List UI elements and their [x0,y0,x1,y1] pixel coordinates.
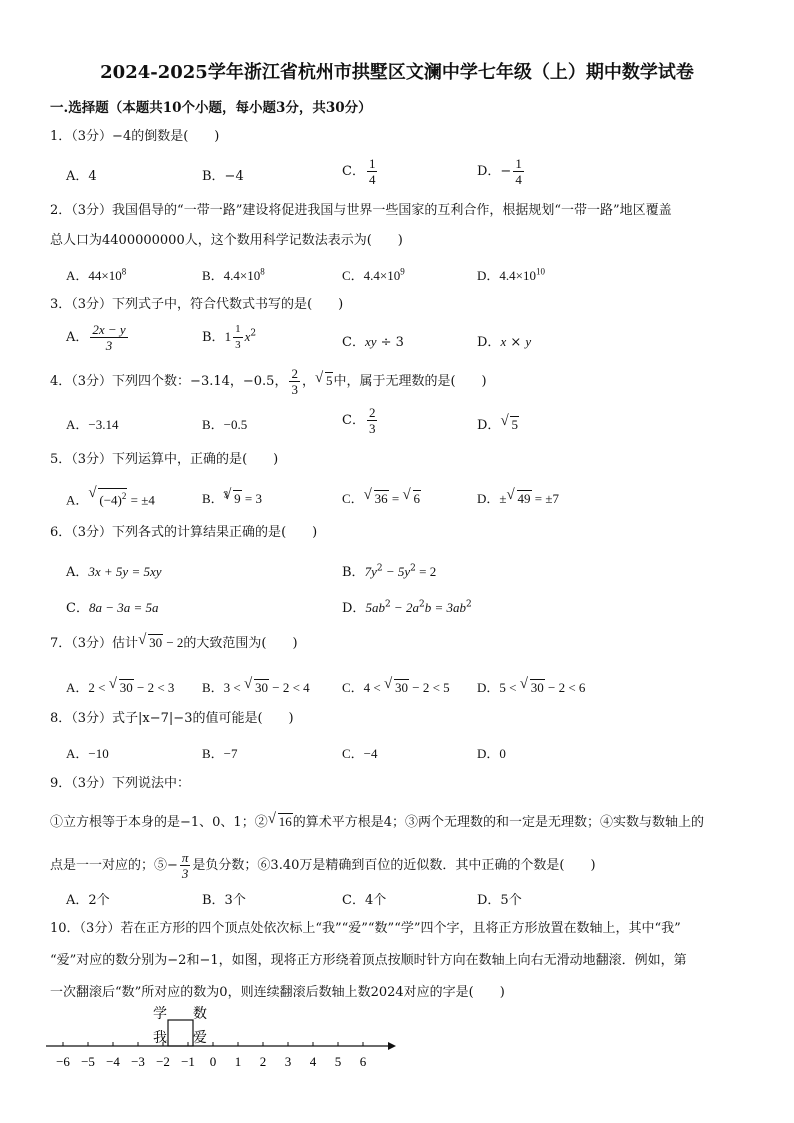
question-1 [50,128,750,146]
answer-paren: ( ) [183,129,220,144]
question-number: 7．（3分） [50,636,113,651]
question-stem: −4的倒数是 [112,129,184,144]
question-stem-b: 中，属于无理数的是 [333,374,451,389]
question-number: 2．（3分） [50,203,113,218]
question-stem: 下列各式的计算结果正确的是 [112,525,282,540]
tick-label: −6 [56,1054,70,1069]
q8-option-d: D．0 [477,746,506,761]
answer-paren: ( ) [366,233,403,248]
question-number: 6．（3分） [50,525,113,540]
q2-option-d: D．$4.4\times 10^{10}$ [477,266,545,283]
q5-option-b: B．$^3$√ 9 = 3 [202,488,262,507]
q1-option-a: A．4 [66,169,97,184]
question-9 [50,775,750,793]
q5-option-a: A．√ $(-4)^2 = \pm 4$ [66,488,155,508]
number-line-figure [40,998,400,1078]
question-9-line1: ①立方根等于本身的是−1、0、1；②√ 16的算术平方根是4；③两个无理数的和一定是无理数；④实数与数轴上的 [50,813,750,832]
tick-label: −4 [106,1054,120,1069]
tick-label: −1 [181,1054,195,1069]
q2-option-b: B．$4.4\times 10^8$ [202,266,265,283]
question-stem-b: 的大致范围为 [183,636,262,651]
page-title: 2024-2025学年浙江省杭州市拱墅区文澜中学七年级（上）期中数学试卷 [100,62,694,83]
question-5 [50,451,750,469]
tick-label: 0 [209,1054,217,1069]
tick-label: 6 [359,1054,367,1069]
tick-label: −2 [156,1054,170,1069]
q1-option-d: D．− $\frac{1}{4}$ [477,156,522,187]
q3-option-c: C．xy ÷ 3 [342,334,404,350]
question-number: 4．（3分） [50,374,113,389]
question-number: 3．（3分） [50,297,113,312]
question-stem-a: 估计 [112,636,139,651]
q4-option-c: C． $\frac{2}{3}$ [342,405,376,436]
question-2 [50,202,750,220]
q2-option-c: C．$4.4\times 10^9$ [342,266,405,283]
question-number: 8．（3分） [50,711,113,726]
question-number: 10．（3分） [50,921,121,936]
answer-paren: ( ) [559,858,596,873]
question-number: 1．（3分） [50,129,113,144]
label-shu: 数 [193,1006,207,1022]
question-10: 10．（3分）若在正方形的四个顶点处依次标上“我”“爱”“数”“学”四个字，且将正方形放置在数轴上，其中“我” [50,921,681,936]
q8-option-c: C．−4 [342,746,378,761]
square-shape [168,1020,193,1046]
q9-option-a: A．2个 [66,893,110,908]
label-ai: 爱 [193,1030,207,1046]
question-stem: 下列式子中，符合代数式书写的是 [112,297,308,312]
question-3 [50,296,750,314]
q4-option-d: D．√ 5 [477,414,519,433]
q7-option-c: C．4 < √ 30 − 2 < 5 [342,677,450,696]
q5-option-d: D．±√ 49 = ±7 [477,488,559,507]
q6-option-b: B．$7y^2 - 5y^2 = 2$ [342,563,437,580]
q4-option-b: B．−0.5 [202,417,248,432]
q8-option-b: B．−7 [202,746,238,761]
question-stem-a: 下列四个数：−3.14，−0.5， [112,374,288,389]
q9-option-d: D．5个 [477,893,522,908]
q2-option-a: A．$44\times 10^8$ [66,266,127,283]
label-wo: 我 [153,1030,167,1046]
question-stem-line2: 总人口为4400000000人，这个数用科学记数法表示为 [50,233,367,248]
question-4: 4．（3分）下列四个数：−3.14，−0.5， $\frac{2}{3}$ ，√ 5中，属于无理数的是( ) [50,366,750,397]
answer-paren: ( ) [261,636,298,651]
tick-label: 2 [259,1054,267,1069]
q5-option-c: C．√ 36 = √ 6 [342,488,421,507]
tick-label: −5 [81,1054,95,1069]
q7-option-d: D．5 < √ 30 − 2 < 6 [477,677,585,696]
answer-paren: ( ) [450,374,487,389]
q3-option-b: B．1 $\frac{1}{3}$ $x^2$ [202,323,257,351]
answer-paren: ( ) [257,711,294,726]
q6-option-d: D．$5ab^2 - 2a^2b = 3ab^2$ [342,599,472,616]
tick-label: −3 [131,1054,145,1069]
question-stem: 下列运算中，正确的是 [112,452,243,467]
section-heading: 一.选择题（本题共10个小题，每小题3分，共30分） [50,100,372,116]
tick-label: 1 [234,1054,242,1069]
q6-option-c: C．8a − 3a = 5a [66,600,159,616]
q1-option-c: C． $\frac{1}{4}$ [342,156,376,187]
question-number: 5．（3分） [50,452,113,467]
tick-label: 4 [309,1054,317,1069]
question-8 [50,710,750,728]
answer-paren: ( ) [307,297,344,312]
q7-option-a: A．2 < √ 30 − 2 < 3 [66,677,174,696]
question-10-line3: 一次翻滚后“数”所对应的数为0，则连续翻滚后数轴上数2024对应的字是( ) [50,985,505,1000]
q3-option-a: A． $\frac{2x - y}{3}$ [66,322,126,353]
q4-option-a: A．−3.14 [66,417,119,432]
q7-option-b: B．3 < √ 30 − 2 < 4 [202,677,310,696]
question-stem-line1: 我国倡导的“一带一路”建设将促进我国与世界一些国家的互利合作，根据规划“一带一路”地区覆盖 [112,203,672,218]
q3-option-d: D．x × y [477,334,532,350]
question-10-line2: “爱”对应的数分别为−2和−1，如图，现将正方形绕着顶点按顺时针方向在数轴上向右无滑动地翻滚．例如，第 [50,953,687,968]
question-number: 9．（3分） [50,776,113,791]
label-xue: 学 [153,1006,167,1022]
q8-option-a: A．−10 [66,746,109,761]
answer-paren: ( ) [281,525,318,540]
question-stem: 式子|x−7|−3的值可能是 [112,711,258,726]
question-6 [50,524,750,542]
question-9-line2: 点是一一对应的；⑤− $\frac{\pi}{3}$ 是负分数；⑥3.40万是精确到百位的近似数．其中正确的个数是( ) [50,850,596,881]
question-2-line2 [50,232,750,250]
q6-option-a: A．3x + 5y = 5xy [66,564,162,580]
q1-option-b: B．−4 [202,169,244,184]
q9-option-c: C．4个 [342,893,387,908]
answer-paren: ( ) [242,452,279,467]
question-stem: 下列说法中： [112,776,191,791]
answer-paren: ( ) [468,985,505,1000]
tick-label: 3 [284,1054,292,1069]
q9-option-b: B．3个 [202,893,246,908]
tick-label: 5 [334,1054,342,1069]
axis-arrow-icon [388,1042,396,1050]
question-7: 7．（3分）估计√ 30 − 2的大致范围为( ) [50,634,750,653]
